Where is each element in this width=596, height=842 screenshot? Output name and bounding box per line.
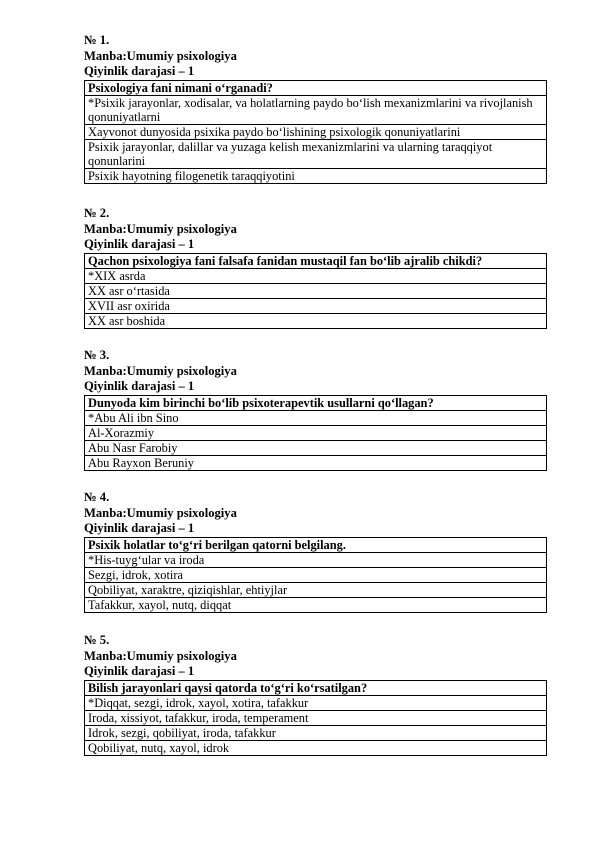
answer-option: Tafakkur, xayol, nutq, diqqat [85, 597, 547, 612]
answer-correct: *His-tuyg‘ular va iroda [85, 552, 547, 567]
question-block [84, 33, 547, 184]
question-number: № 4. [84, 490, 110, 504]
table-row [85, 139, 547, 168]
answer-option: Abu Nasr Farobiy [85, 440, 547, 455]
answer-option: Psixik jarayonlar, dalillar va yuzaga kelish mexanizmlarini va ularning taraqqiyot qonunlarini [85, 139, 547, 168]
table-row [85, 425, 547, 440]
question-block [84, 206, 547, 329]
table-row [85, 168, 547, 183]
question-table [84, 395, 547, 471]
table-row [85, 680, 547, 695]
table-row [85, 283, 547, 298]
table-row [85, 725, 547, 740]
answer-option: Abu Rayxon Beruniy [85, 455, 547, 470]
table-row [85, 313, 547, 328]
question-source: Manba:Umumiy psixologiya [84, 648, 237, 663]
question-number: № 2. [84, 206, 110, 220]
question-level: Qiyinlik darajasi – 1 [84, 64, 195, 78]
table-row [85, 298, 547, 313]
question-text: Bilish jarayonlari qaysi qatorda to‘g‘ri ko‘rsatilgan? [85, 680, 547, 695]
table-row [85, 740, 547, 755]
table-row [85, 253, 547, 268]
question-block [84, 348, 547, 471]
question-source: Manba:Umumiy psixologiya [84, 48, 237, 63]
answer-correct: *XIX asrda [85, 268, 547, 283]
table-row [85, 597, 547, 612]
question-level: Qiyinlik darajasi – 1 [84, 664, 195, 678]
answer-option: Iroda, xissiyot, tafakkur, iroda, temperament [85, 710, 547, 725]
question-table [84, 537, 547, 613]
answer-option: Sezgi, idrok, xotira [85, 567, 547, 582]
question-level: Qiyinlik darajasi – 1 [84, 379, 195, 393]
table-row [85, 95, 547, 124]
question-level: Qiyinlik darajasi – 1 [84, 521, 195, 535]
question-table [84, 253, 547, 329]
table-row [85, 552, 547, 567]
question-block [84, 633, 547, 756]
table-row [85, 124, 547, 139]
question-text: Psixologiya fani nimani o‘rganadi? [85, 80, 547, 95]
question-table [84, 680, 547, 756]
table-row [85, 395, 547, 410]
question-source: Manba:Umumiy psixologiya [84, 363, 237, 378]
answer-correct: *Diqqat, sezgi, idrok, xayol, xotira, tafakkur [85, 695, 547, 710]
table-row [85, 582, 547, 597]
question-source: Manba:Umumiy psixologiya [84, 505, 237, 520]
table-row [85, 410, 547, 425]
question-number: № 5. [84, 633, 110, 647]
table-row [85, 80, 547, 95]
answer-option: XX asr boshida [85, 313, 547, 328]
question-table [84, 80, 547, 184]
table-row [85, 455, 547, 470]
answer-option: Qobiliyat, nutq, xayol, idrok [85, 740, 547, 755]
question-text: Dunyoda kim birinchi bo‘lib psixoterapevtik usullarni qo‘llagan? [85, 395, 547, 410]
answer-option: Idrok, sezgi, qobiliyat, iroda, tafakkur [85, 725, 547, 740]
question-block [84, 490, 547, 613]
answer-option: Xayvonot dunyosida psixika paydo bo‘lishining psixologik qonuniyatlarini [85, 124, 547, 139]
question-level: Qiyinlik darajasi – 1 [84, 237, 195, 251]
answer-correct: *Abu Ali ibn Sino [85, 410, 547, 425]
table-row [85, 440, 547, 455]
table-row [85, 537, 547, 552]
question-number: № 3. [84, 348, 110, 362]
answer-correct: *Psixik jarayonlar, xodisalar, va holatlarning paydo bo‘lish mexanizmlarini va rivojlanish qonuniyatlarni [85, 95, 547, 124]
answer-option: XX asr o‘rtasida [85, 283, 547, 298]
answer-option: Al-Xorazmiy [85, 425, 547, 440]
question-source: Manba:Umumiy psixologiya [84, 221, 237, 236]
table-row [85, 710, 547, 725]
table-row [85, 567, 547, 582]
table-row [85, 268, 547, 283]
question-number: № 1. [84, 33, 110, 47]
answer-option: Psixik hayotning filogenetik taraqqiyotini [85, 168, 547, 183]
question-text: Qachon psixologiya fani falsafa fanidan mustaqil fan bo‘lib ajralib chikdi? [85, 253, 547, 268]
question-text: Psixik holatlar to‘g‘ri berilgan qatorni belgilang. [85, 537, 547, 552]
answer-option: XVII asr oxirida [85, 298, 547, 313]
answer-option: Qobiliyat, xaraktre, qiziqishlar, ehtiyjlar [85, 582, 547, 597]
table-row [85, 695, 547, 710]
